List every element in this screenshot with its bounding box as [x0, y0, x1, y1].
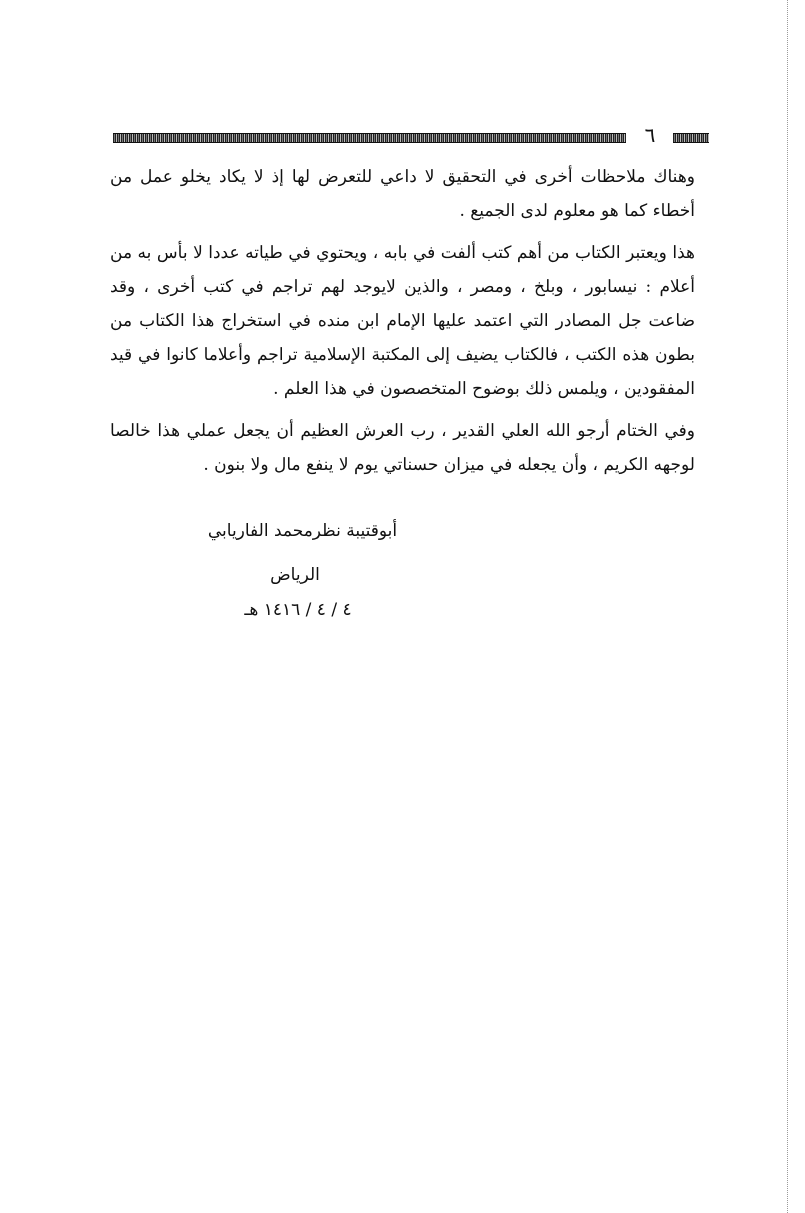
header-rule-long — [113, 133, 626, 143]
paragraph-text: هذا ويعتبر الكتاب من أهم كتب ألفت في بابه ، ويحتوي في طياته عددا لا بأس به من أعلام : نيسابور ، وبلخ ، ومصر ، والذين لايوجد لهم تراجم في كتب أخرى ، وقد ضاعت جل المصادر التي اعتمد عليها الإمام ابن منده في استخراج هذا الكتاب من بطون هذه الكتب ، فالكتاب يضيف إلى المكتبة الإسلامية تراجم وأعلاما كانوا في قيد المفقودين ، ويلمس ذلك بوضوح المتخصصون في هذا العلم . — [110, 243, 695, 399]
paragraph-notes — [110, 160, 695, 228]
page-header — [113, 123, 709, 147]
signature-author-name: أبوقتيبة نظرمحمد الفاريابي — [207, 521, 398, 541]
paragraph-closing-prayer — [110, 414, 695, 482]
page-number: ٦ — [644, 123, 656, 147]
paragraph-book-importance — [110, 236, 695, 406]
signature-date: ٤ / ٤ / ١٤١٦ هـ — [244, 600, 352, 620]
page-edge-line — [787, 0, 788, 1213]
paragraph-text: وفي الختام أرجو الله العلي القدير ، رب العرش العظيم أن يجعل عملي هذا خالصا لوجهه الكريم ، وأن يجعله في ميزان حسناتي يوم لا ينفع مال ولا بنون . — [110, 421, 695, 475]
header-rule-short — [673, 133, 709, 143]
signature-city: الرياض — [270, 565, 320, 585]
paragraph-text: وهناك ملاحظات أخرى في التحقيق لا داعي للتعرض لها إذ لا يكاد يخلو عمل من أخطاء كما هو معلوم لدى الجميع . — [110, 167, 695, 221]
